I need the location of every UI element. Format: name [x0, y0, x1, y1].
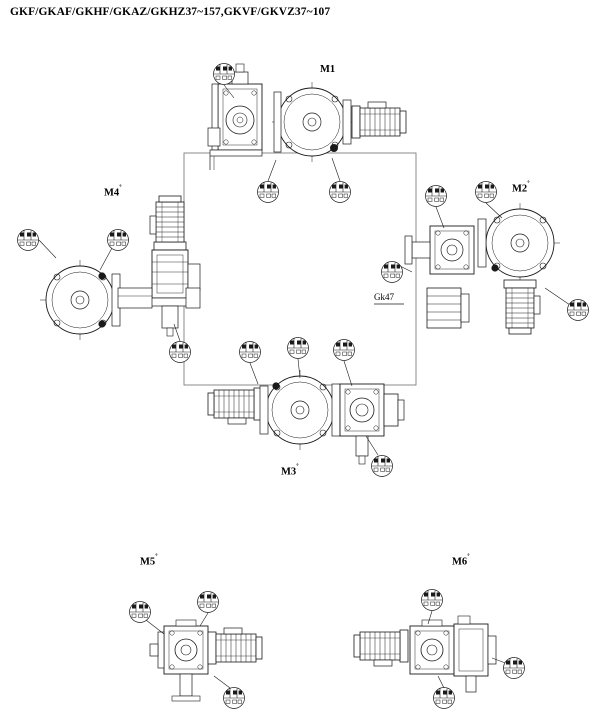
callout-m6-bottom[interactable]: [434, 688, 455, 709]
label-m5: M5˚: [140, 553, 158, 568]
callout-m4-left[interactable]: [18, 230, 39, 251]
callout-m3-left[interactable]: [240, 342, 261, 363]
page-title: GKF/GKAF/GKHF/GKAZ/GKHZ37~157,GKVF/GKVZ37~107: [10, 6, 331, 18]
callout-m5-top[interactable]: [198, 592, 219, 613]
callout-m1-lower-right[interactable]: [330, 182, 351, 203]
gearbox-view-m4: [40, 196, 200, 340]
callout-m5-bottom[interactable]: [224, 688, 245, 709]
callout-m1-lower-left[interactable]: [258, 182, 279, 203]
callout-m2-inner[interactable]: [382, 262, 403, 283]
label-gk47: Gk47: [374, 292, 394, 302]
gearbox-view-m2: [405, 203, 560, 334]
callout-m4-bottom[interactable]: [170, 342, 191, 363]
label-m6: M6˚: [452, 553, 470, 568]
gearbox-view-m6: [354, 616, 496, 692]
label-m4: M4˚: [104, 184, 122, 199]
label-m2: M2˚: [512, 180, 530, 195]
callout-m2-bottom[interactable]: [568, 300, 589, 321]
callout-m2-left[interactable]: [426, 186, 447, 207]
callout-m4-right[interactable]: [108, 230, 129, 251]
label-m3: M3˚: [281, 463, 299, 478]
callout-m5-left[interactable]: [130, 602, 151, 623]
callout-m2-top[interactable]: [476, 182, 497, 203]
callout-m3-bottom[interactable]: [372, 456, 393, 477]
callout-m3-right[interactable]: [334, 340, 355, 361]
callout-m3-mid[interactable]: [288, 338, 309, 359]
callout-top-m1[interactable]: [214, 64, 235, 85]
callout-m6-right[interactable]: [504, 658, 525, 679]
callout-m6-top[interactable]: [422, 590, 443, 611]
label-m1: M1: [320, 64, 336, 75]
gearbox-view-m5: [150, 620, 262, 701]
gearbox-view-m1: [208, 64, 406, 170]
